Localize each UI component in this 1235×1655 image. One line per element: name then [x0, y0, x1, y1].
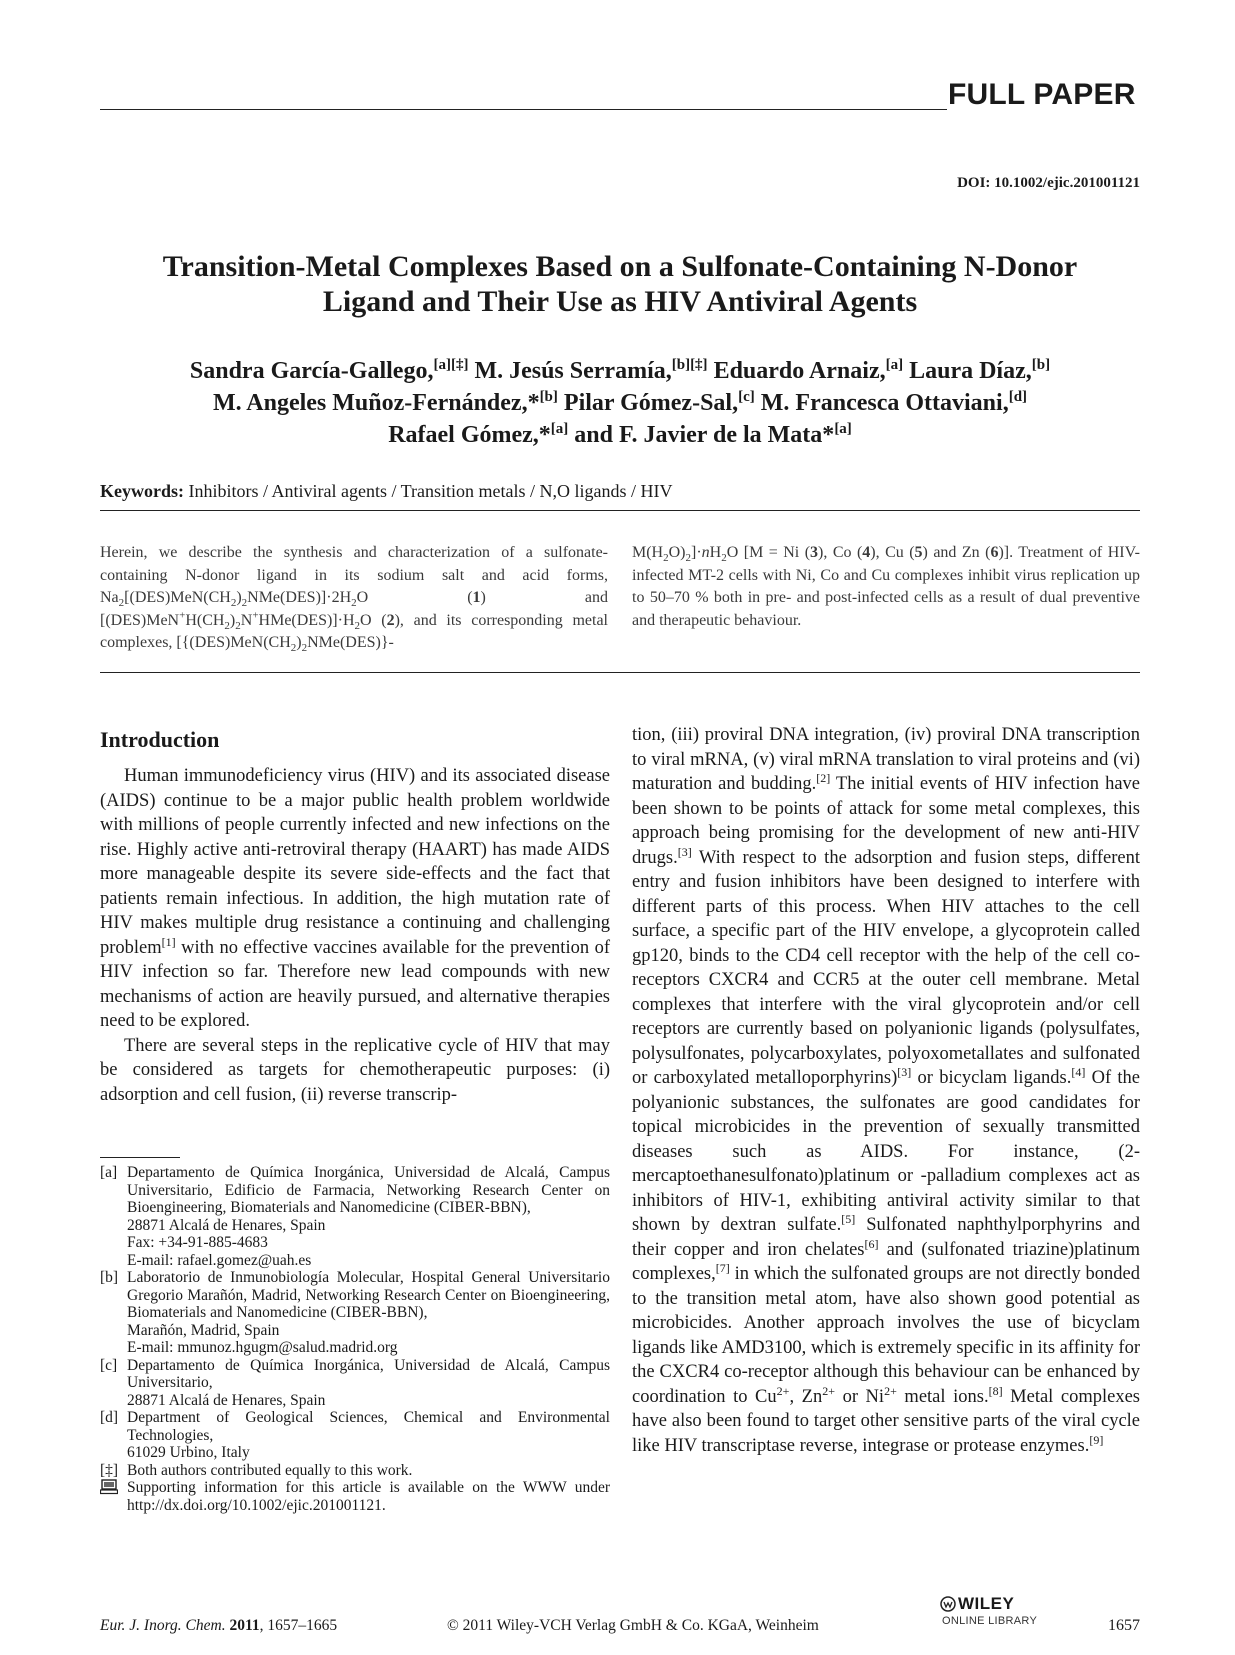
- keywords-rule: [100, 510, 1140, 511]
- wiley-mark-icon: [940, 1596, 956, 1612]
- author-affiliation: [b]: [539, 389, 558, 405]
- footnote-text: Both authors contributed equally to this work.: [127, 1461, 413, 1479]
- footnote-text: Department of Geological Sciences, Chemical and Environmental Technologies, 61029 Urbino, Italy: [127, 1409, 610, 1461]
- computer-icon: [100, 1479, 127, 1514]
- footnote-text: Departamento de Química Inorgánica, Universidad de Alcalá, Campus Universitario, 28871 Alcalá de Henares, Spain: [127, 1356, 610, 1409]
- abstract-left: Herein, we describe the synthesis and characterization of a sulfonate-containing N-donor ligand in its sodium salt and acid forms, $Na_2[(DES)MeN(CH_2)_2NMe(DES)]\cdot 2H_2O$ (1) and $[(DES)MeN^+H(CH_2)_2N^+HMe(DES)]\cdot H_2O$ (2), and its corresponding metal complexes, [$\{(DES)MeN(CH_2)_2NMe(DES)\}-$: [100, 544, 608, 655]
- footnote-text: Departamento de Química Inorgánica, Universidad de Alcalá, Campus Universitario, Edificio de Farmacia, Networking Research Center on Bioengineering, Biomaterials and Nanomedicine (CIBER-BBN), 28871 Alcalá de Henares, Spain Fax: +34-91-885-4683 E-mail: rafael.gomez@uah.es: [127, 1164, 610, 1269]
- copyright: © 2011 Wiley-VCH Verlag GmbH & Co. KGaA, Weinheim: [447, 1617, 819, 1634]
- logo-subtitle: ONLINE LIBRARY: [942, 1615, 1038, 1627]
- footnote-text: Laboratorio de Inmunobiología Molecular, Hospital General Universitario Gregorio Marañón, Madrid, Networking Research Center on Bioengineering, Biomaterials and Nanomedicine (CIBER-BBN), Marañón, Madrid, Spain E-mail: mmunoz.hgugm@salud.madrid.org: [127, 1269, 610, 1356]
- paragraph: Human immunodeficiency virus (HIV) and its associated disease (AIDS) continue to be a major public health problem worldwide with millions of people currently infected and new infections on the rise. Highly active anti-retroviral therapy (HAART) has made AIDS more manageable despite its severe side-effects and the fact that patients remain infectious. In addition, the high mutation rate of HIV makes multiple drug resistance a continuing and challenging problem[1] with no effective vaccines available for the prevention of HIV infection so far. Therefore new lead compounds with new mechanisms of action are heavily pursued, and alternative therapies need to be explored.: [100, 766, 610, 1031]
- paragraph: There are several steps in the replicative cycle of HIV that may be considered as targets for chemotherapeutic purposes: (i) adsorption and cell fusion, (ii) reverse transcrip-: [100, 1035, 610, 1105]
- logo-name: WILEY: [958, 1594, 1015, 1613]
- keywords-label: Keywords:: [100, 481, 184, 501]
- wiley-logo: [940, 1594, 1045, 1634]
- paragraph: tion, (iii) proviral DNA integration, (iv) proviral DNA transcription to viral mRNA, (v) viral mRNA translation to viral proteins and (vi) maturation and budding.[2] The initial events of HIV infection have been shown to be points of attack for some metal complexes, this approach being promising for the development of new anti-HIV drugs.[3] With respect to the adsorption and fusion steps, different entry and fusion inhibitors have been designed to interfere with different parts of this process. When HIV attaches to the cell surface, a specific part of the HIV envelope, a glycoprotein called gp120, binds to the CD4 cell receptor with the help of the cell co-receptors CXCR4 and CCR5 at the outer cell membrane. Metal complexes that interfere with the viral glycoprotein and/or cell receptors are currently based on polyanionic ligands (polysulfates, polysulfonates, polycarboxylates, polyoxometallates and sulfonated or carboxylated metalloporphyrins)[3] or bicyclam ligands.[4] Of the polyanionic substances, the sulfonates are good candidates for topical microbicides in the prevention of sexually transmitted diseases such as AIDS. For instance, (2-mercaptoethanesulfonato)platinum or -palladium complexes act as inhibitors of HIV-1, exhibiting antiviral activity similar to that shown by dextran sulfate.[5] Sulfonated naphthylporphyrins and their copper and iron chelates[6] and (sulfonated triazine)platinum complexes,[7] in which the sulfonated groups are not directly bonded to the transition metal atom, have also shown good potential as microbicides. Another approach involves the use of bicyclam ligands like AMD3100, which is extremely specific in its affinity for the CXCR4 co-receptor although this behaviour can be enhanced by coordination to $Cu^{2+}$, $Zn^{2+}$ or $Ni^{2+}$ metal ions.[8] Metal complexes have also been found to target other sensitive parts of the viral cycle like HIV transcriptase reverse, integrase or protease enzymes.[9]: [632, 725, 1141, 1456]
- author-affiliation: [a]: [550, 421, 569, 437]
- author-list: [100, 355, 1140, 451]
- section-heading: Introduction: [100, 727, 220, 752]
- author-name: Sandra García-Gallego,: [189, 358, 434, 384]
- footnote-mark: [b]: [100, 1269, 119, 1286]
- author-affiliation: [b][‡]: [671, 357, 708, 373]
- page-number: 1657: [1108, 1617, 1140, 1634]
- author-affiliation: [b]: [1031, 357, 1051, 373]
- abstract-rule: [100, 672, 1140, 673]
- author-name: M. Francesca Ottaviani,: [760, 390, 1009, 416]
- footnote-text: Supporting information for this article is available on the WWW under http://dx.doi.org/10.1002/ejic.201001121.: [127, 1479, 610, 1514]
- footnote: [100, 1479, 610, 1514]
- author-name: M. Angeles Muñoz-Fernández,*: [212, 390, 540, 416]
- author-name: M. Jesús Serramía,: [474, 358, 672, 384]
- keywords-text: Inhibitors / Antiviral agents / Transition metals / N,O ligands / HIV: [188, 481, 673, 501]
- footnote: [100, 1164, 610, 1269]
- title-line-2: Ligand and Their Use as HIV Antiviral Agents: [322, 285, 918, 318]
- footnote: [100, 1462, 610, 1480]
- author-affiliation: [d]: [1008, 389, 1028, 405]
- author-affiliation: [a]: [834, 421, 852, 437]
- abstract-right: $M(H_2O)_2]\cdot nH_2O$ [M = Ni (3), Co (4), Cu (5) and Zn (6)]. Treatment of HIV-infected MT-2 cells with Ni, Co and Cu complexes inhibit virus replication up to 50–70 % both in pre- and post-infected cells as a result of dual preventive and therapeutic behaviour.: [632, 544, 1141, 629]
- author-affiliation: [a][‡]: [433, 357, 469, 373]
- footnote: [100, 1269, 610, 1357]
- author-name: Eduardo Arnaiz,: [713, 358, 886, 384]
- author-name: Pilar Gómez-Sal,: [563, 390, 739, 416]
- footnote-mark: [‡]: [100, 1461, 119, 1479]
- author-name: Rafael Gómez,*: [388, 422, 551, 448]
- affiliation-footnotes: [100, 1164, 610, 1514]
- title-line-1: Transition-Metal Complexes Based on a Sulfonate-Containing N-Donor: [162, 250, 1078, 283]
- footnote-mark: [d]: [100, 1409, 119, 1426]
- author-affiliation: [a]: [885, 357, 904, 373]
- author-affiliation: [c]: [738, 389, 755, 405]
- doi: DOI: 10.1002/ejic.201001121: [957, 175, 1140, 191]
- footnote-mark: [c]: [100, 1356, 118, 1374]
- footnote: [100, 1409, 610, 1462]
- section-label: FULL PAPER: [948, 78, 1136, 111]
- journal-citation: Eur. J. Inorg. Chem. 2011, 1657–1665: [100, 1617, 338, 1634]
- footnote-rule: [100, 1157, 180, 1158]
- body-column-left: [100, 764, 610, 1107]
- article-title: [100, 249, 1140, 319]
- author-name: Laura Díaz,: [909, 358, 1032, 384]
- keywords: [100, 481, 672, 502]
- footnote-mark: [a]: [100, 1164, 118, 1181]
- footnote: [100, 1357, 610, 1410]
- author-name: and F. Javier de la Mata*: [574, 422, 835, 448]
- header-rule: [100, 109, 947, 110]
- body-column-right: [632, 723, 1140, 1458]
